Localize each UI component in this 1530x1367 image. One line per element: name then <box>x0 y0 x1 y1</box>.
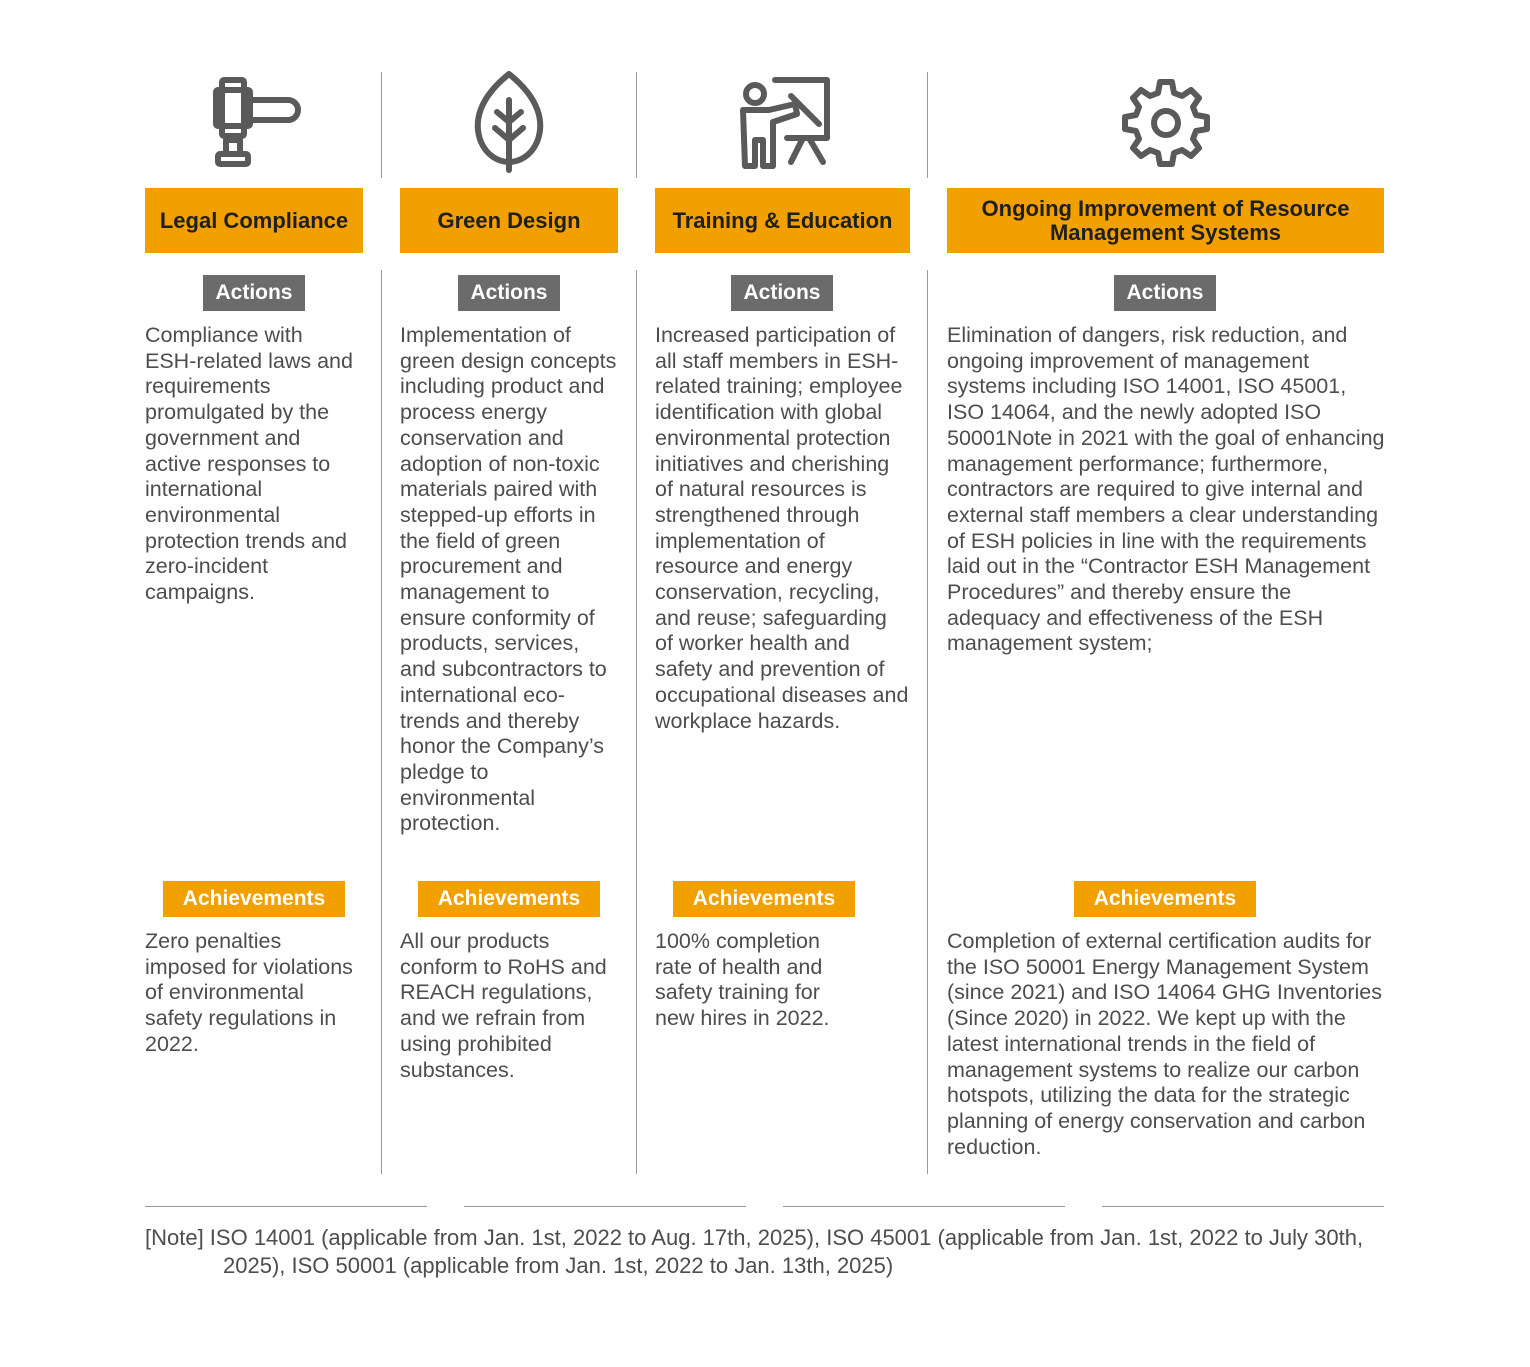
achievements-text: All our products conform to RoHS and REACH regulations, and we refrain from using prohibited substances. <box>400 929 607 1082</box>
achievements-text: Zero penalties imposed for violations of environmental safety regulations in 2022. <box>145 929 353 1056</box>
column-title: Ongoing Improvement of Resource Management Systems <box>947 188 1384 253</box>
actions-label: Actions <box>1114 275 1216 311</box>
achievements-label: Achievements <box>163 881 345 917</box>
column-divider <box>381 72 382 178</box>
actions-text: Elimination of dangers, risk reduction, and ongoing improvement of management systems including ISO 14001, ISO 45001, ISO 14064, and the newly adopted ISO 50001Note in 2021 with the goal of enhancing management performance; furthermore, contractors are required to give internal and external staff members a clear understanding of ESH policies in line with the requirements laid out in the “Contractor ESH Management Procedures” and thereby ensure the adequacy and effectiveness of the ESH management system; <box>947 323 1385 656</box>
gear-icon <box>947 70 1384 174</box>
actions-text: Implementation of green design concepts including product and process energy conservation and adoption of non-toxic materials paired with stepped-up efforts in the field of green procurement and management to ensure conformity of products, services, and subcontractors to international eco-trends and thereby honor the Company’s pledge to environmental protection. <box>400 323 617 836</box>
column-divider <box>636 270 637 1174</box>
achievements-text: Completion of external certification audits for the ISO 50001 Energy Management System (since 2021) and ISO 14064 GHG Inventories (Since 2020) in 2022. We kept up with the latest international trends in the field of management systems to realize our carbon hotspots, utilizing the data for the strategic planning of energy conservation and carbon reduction. <box>947 929 1383 1159</box>
column-divider <box>381 270 382 1174</box>
actions-text: Compliance with ESH-related laws and requirements promulgated by the government and active responses to international environmental protection trends and zero-incident campaigns. <box>145 323 353 605</box>
achievements-label: Achievements <box>418 881 600 917</box>
column-divider <box>927 72 928 178</box>
column-divider <box>927 270 928 1174</box>
achievements-label: Achievements <box>673 881 855 917</box>
divider <box>783 1206 1065 1207</box>
divider <box>1102 1206 1384 1207</box>
actions-label: Actions <box>458 275 560 311</box>
divider <box>145 1206 427 1207</box>
actions-label: Actions <box>203 275 305 311</box>
actions-text: Increased participation of all staff members in ESH-related training; employee identification with global environmental protection initiatives and cherishing of natural resources is strengthened through implementation of resource and energy conservation, recycling, and reuse; safeguarding of worker health and safety and prevention of occupational diseases and workplace hazards. <box>655 323 909 733</box>
column-divider <box>636 72 637 178</box>
actions-label: Actions <box>731 275 833 311</box>
divider <box>464 1206 746 1207</box>
gavel-icon <box>145 70 363 174</box>
column-title: Training & Education <box>655 188 910 253</box>
leaf-icon <box>400 70 618 174</box>
footnote: [Note] ISO 14001 (applicable from Jan. 1st, 2022 to Aug. 17th, 2025), ISO 45001 (applicable from Jan. 1st, 2022 to July 30th, 2025), ISO 50001 (applicable from Jan. 1st, 2022 to Jan. 13th, 2025) <box>145 1225 1364 1278</box>
column-title: Green Design <box>400 188 618 253</box>
presentation-icon <box>655 70 910 174</box>
column-title: Legal Compliance <box>145 188 363 253</box>
achievements-label: Achievements <box>1074 881 1256 917</box>
achievements-text: 100% completion rate of health and safety training for new hires in 2022. <box>655 929 830 1031</box>
